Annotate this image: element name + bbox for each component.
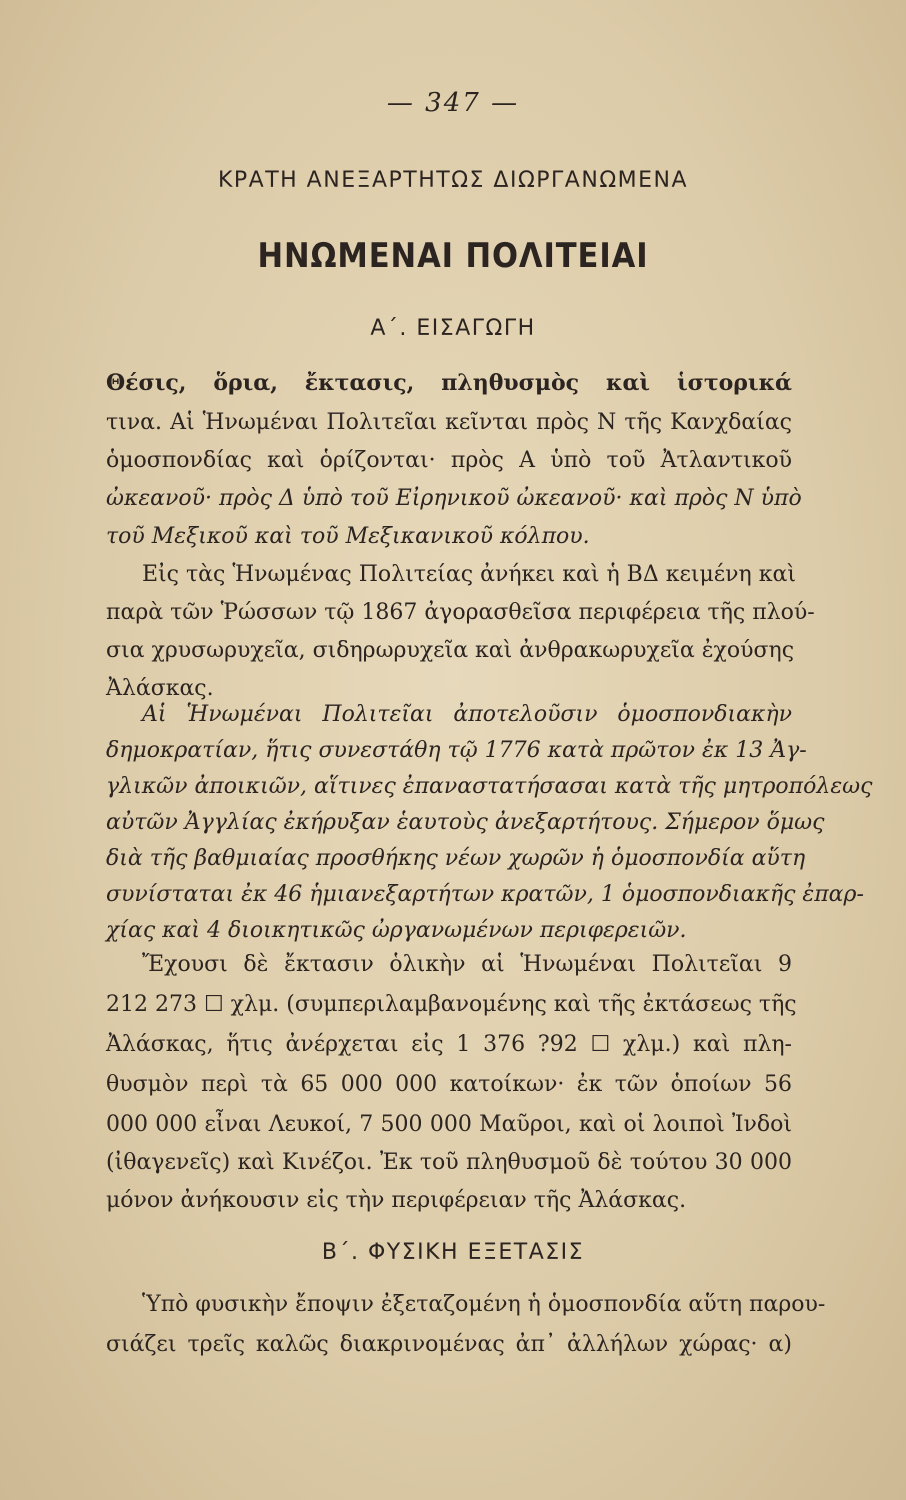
text-line: 212 273 ☐ χλμ. (συμπεριλαμβανομένης καὶ τῆς ἐκτάσεως τῆς	[106, 992, 797, 1017]
text-line: θυσμὸν περὶ τὰ 65 000 000 κατοίκων· ἐκ τῶν ὁποίων 56	[106, 1072, 792, 1097]
text-line: ὁμοσπονδίας καὶ ὁρίζονται· πρὸς Α ὑπὸ τοῦ Ἀτλαντικοῦ	[106, 448, 792, 473]
text-line: τοῦ Μεξικοῦ καὶ τοῦ Μεξικανικοῦ κόλπου.	[106, 524, 590, 549]
page-title: ΗΝΩΜΕΝΑΙ ΠΟΛΙΤΕΙΑΙ	[257, 236, 649, 276]
text-line: δημοκρατίαν, ἥτις συνεστάθη τῷ 1776 κατὰ πρῶτον ἐκ 13 Ἀγ-	[106, 738, 807, 763]
text-line: διὰ τῆς βαθμιαίας προσθήκης νέων χωρῶν ἡ ὁμοσπονδία αὕτη	[106, 846, 806, 871]
text-line: σια χρυσωρυχεῖα, σιδηρωρυχεῖα καὶ ἀνθρακωρυχεῖα ἐχούσης	[106, 638, 795, 663]
section-heading: ΚΡΑΤΗ ΑΝΕΞΑΡΤΗΤΩΣ ΔΙΩΡΓΑΝΩΜΕΝΑ	[217, 168, 689, 193]
text-line: σιάζει τρεῖς καλῶς διακρινομένας ἀπ᾽ ἀλλήλων χώρας· α)	[106, 1332, 792, 1357]
text-line: Αἱ Ἡνωμέναι Πολιτεῖαι ἀποτελοῦσιν ὁμοσπονδιακὴν	[142, 702, 792, 727]
text-line: παρὰ τῶν Ῥώσσων τῷ 1867 ἀγορασθεῖσα περιφέρεια τῆς πλού-	[106, 600, 815, 625]
page-number: — 347 —	[386, 88, 520, 118]
text-line: Εἰς τὰς Ἡνωμένας Πολιτείας ἀνήκει καὶ ἡ ΒΔ κειμένη καὶ	[142, 562, 796, 587]
text-line: χίας καὶ 4 διοικητικῶς ὠργανωμένων περιφερειῶν.	[106, 918, 687, 943]
text-line: τινα. Αἱ Ἡνωμέναι Πολιτεῖαι κεῖνται πρὸς Ν τῆς Κανχδαίας	[106, 410, 792, 435]
text-line: Θέσις, ὅρια, ἔκτασις, πληθυσμὸς καὶ ἱστορικά	[106, 370, 792, 396]
text-line: γλικῶν ἀποικιῶν, αἵτινες ἐπαναστατήσασαι κατὰ τῆς μητροπόλεως	[106, 774, 873, 799]
text-line: Ἀλάσκας.	[106, 676, 214, 701]
subheading-physical-examination: Β΄. ΦΥΣΙΚΗ ΕΞΕΤΑΣΙΣ	[321, 1240, 585, 1265]
subheading-introduction: Α΄. ΕΙΣΑΓΩΓΗ	[370, 316, 536, 341]
text-line: συνίσταται ἐκ 46 ἡμιανεξαρτήτων κρατῶν, 1 ὁμοσπονδιακῆς ἐπαρ-	[106, 882, 864, 907]
text-line: ὠκεανοῦ· πρὸς Δ ὑπὸ τοῦ Εἰρηνικοῦ ὠκεανοῦ· καὶ πρὸς Ν ὑπὸ	[106, 486, 802, 511]
text-line: μόνον ἀνήκουσιν εἰς τὴν περιφέρειαν τῆς Ἀλάσκας.	[106, 1188, 687, 1213]
text-line: Ἀλάσκας, ἥτις ἀνέρχεται εἰς 1 376 ?92 ☐ χλμ.) καὶ πλη-	[106, 1032, 792, 1057]
text-line: 000 000 εἶναι Λευκοί, 7 500 000 Μαῦροι, καὶ οἱ λοιποὶ Ἰνδοὶ	[106, 1112, 792, 1137]
text-line: αὐτῶν Ἀγγλίας ἐκήρυξαν ἑαυτοὺς ἀνεξαρτήτους. Σήμερον ὅμως	[106, 810, 825, 835]
text-line: (ἰθαγενεῖς) καὶ Κινέζοι. Ἐκ τοῦ πληθυσμοῦ δὲ τούτου 30 000	[106, 1150, 792, 1175]
text-line: Ὑπὸ φυσικὴν ἔποψιν ἐξεταζομένη ἡ ὁμοσπονδία αὕτη παρου-	[142, 1292, 826, 1317]
text-line: Ἔχουσι δὲ ἔκτασιν ὁλικὴν αἱ Ἡνωμέναι Πολιτεῖαι 9	[142, 952, 792, 977]
